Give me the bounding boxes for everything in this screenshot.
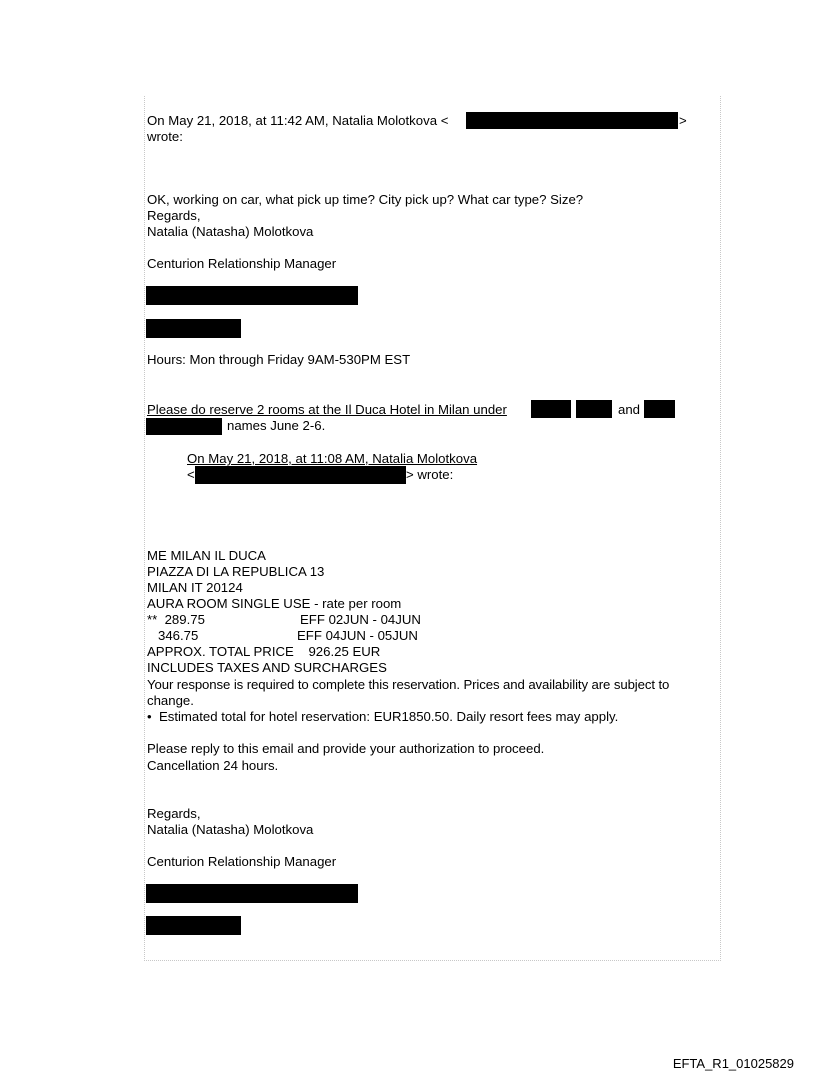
- rate-effective: EFF 04JUN - 05JUN: [297, 628, 418, 643]
- redaction-block: [146, 319, 241, 338]
- reserve-request-line2: names June 2-6.: [227, 418, 326, 433]
- approx-total: APPROX. TOTAL PRICE 926.25 EUR: [147, 644, 381, 659]
- quoted-header-open: <: [187, 467, 195, 482]
- room-type: AURA ROOM SINGLE USE - rate per room: [147, 596, 402, 611]
- reply-header-prefix: On May 21, 2018, at 11:42 AM, Natalia Molotkova <: [147, 113, 449, 128]
- response-required-cont: change.: [147, 693, 194, 708]
- redaction-block: [146, 418, 222, 435]
- reply-header-line1: [147, 113, 448, 129]
- rate-effective: EFF 02JUN - 04JUN: [300, 612, 421, 627]
- car-message-title: Centurion Relationship Manager: [147, 256, 337, 271]
- quoted-header-line1: [187, 451, 477, 467]
- quoted-header-wrote: > wrote:: [406, 467, 454, 482]
- estimated-total-bullet: • Estimated total for hotel reservation: EUR1850.50. Daily resort fees may apply.: [147, 709, 619, 724]
- includes-taxes: INCLUDES TAXES AND SURCHARGES: [147, 660, 387, 675]
- hotel-city: MILAN IT 20124: [147, 580, 243, 595]
- authorization-request: Please reply to this email and provide your authorization to proceed.: [147, 741, 545, 756]
- quote-regards: Regards,: [147, 806, 201, 821]
- redaction-block: [466, 112, 678, 129]
- car-message-name: Natalia (Natasha) Molotkova: [147, 224, 314, 239]
- response-required: Your response is required to complete this reservation. Prices and availability are subject to: [147, 677, 670, 692]
- reserve-request-text: Please do reserve 2 rooms at the Il Duca Hotel in Milan under: [147, 402, 507, 417]
- rate-price: 346.75: [147, 628, 199, 643]
- redaction-block: [195, 466, 406, 484]
- quote-title: Centurion Relationship Manager: [147, 854, 337, 869]
- cancellation-policy: Cancellation 24 hours.: [147, 758, 279, 773]
- hotel-address: PIAZZA DI LA REPUBLICA 13: [147, 564, 325, 579]
- reply-header-suffix: >: [679, 113, 687, 128]
- car-message-regards: Regards,: [147, 208, 201, 223]
- rate-price: ** 289.75: [147, 612, 205, 627]
- document-id: EFTA_R1_01025829: [672, 1056, 794, 1071]
- reserve-request-and: and: [618, 402, 641, 417]
- reserve-request-line1: [147, 402, 507, 418]
- car-message-line: OK, working on car, what pick up time? City pick up? What car type? Size?: [147, 192, 584, 207]
- redaction-block: [576, 400, 612, 418]
- redaction-block: [146, 884, 358, 903]
- quote-name: Natalia (Natasha) Molotkova: [147, 822, 314, 837]
- hotel-name: ME MILAN IL DUCA: [147, 548, 266, 563]
- redaction-block: [146, 916, 241, 935]
- redaction-block: [531, 400, 571, 418]
- reply-header-line2: wrote:: [147, 129, 183, 144]
- redaction-block: [146, 286, 358, 305]
- quoted-header-text: On May 21, 2018, at 11:08 AM, Natalia Molotkova: [187, 451, 478, 466]
- redaction-block: [644, 400, 675, 418]
- hours-line: Hours: Mon through Friday 9AM-530PM EST: [147, 352, 411, 367]
